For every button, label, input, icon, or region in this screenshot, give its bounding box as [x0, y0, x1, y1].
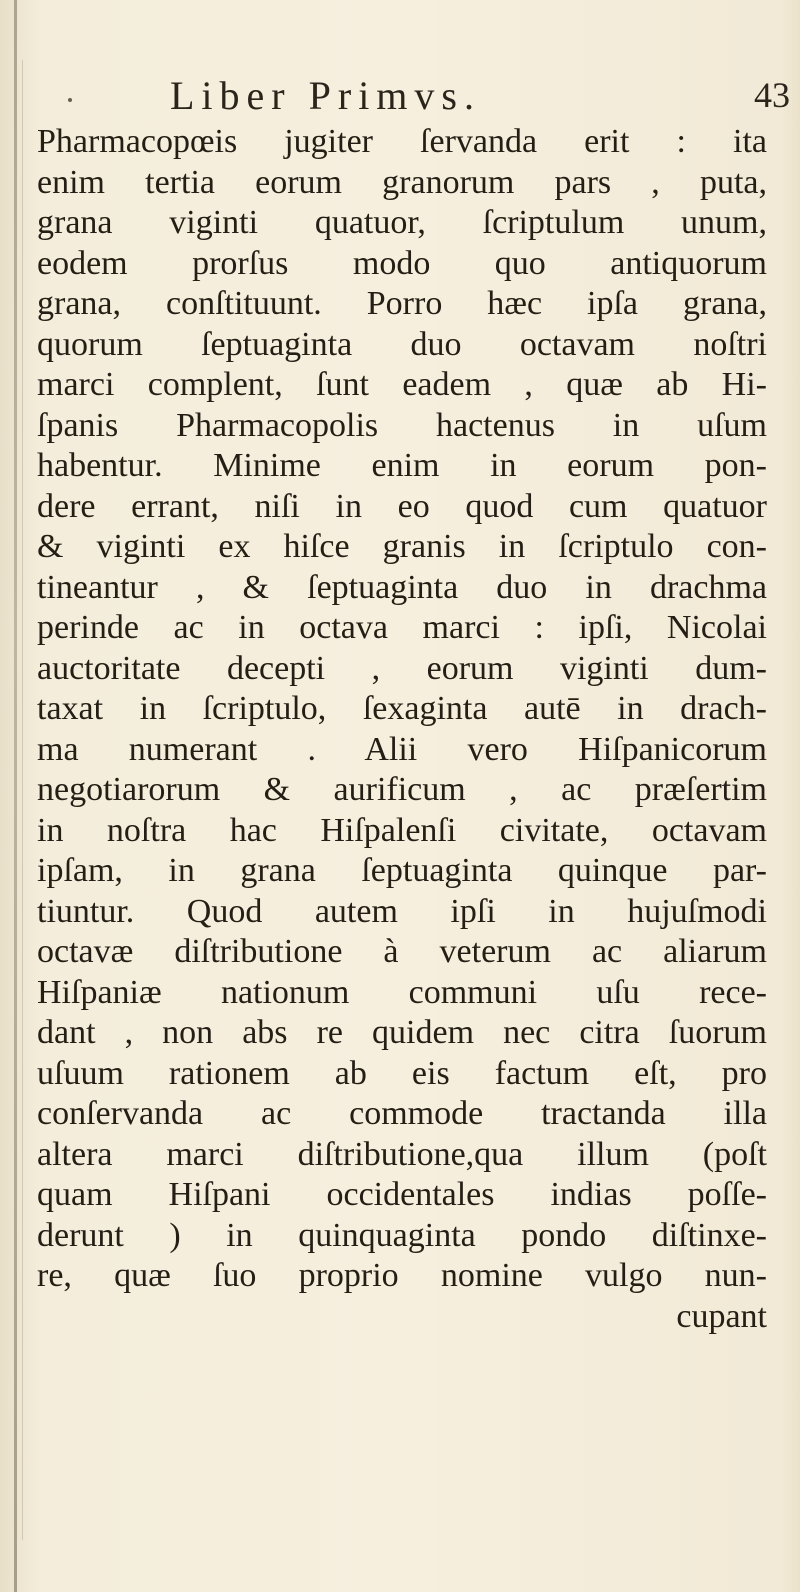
gutter-shadow [14, 0, 17, 1592]
text-line: grana viginti quatuor, ſcriptulum unum, [37, 204, 767, 241]
text-line: altera marci diſtributione,qua illum (poſt [37, 1135, 767, 1173]
running-head [60, 72, 790, 122]
text-line: ma numerant . Alii vero Hiſpanicorum [37, 730, 767, 768]
text-line: dant , non abs re quidem nec citra ſuorum [37, 1014, 767, 1051]
text-line: marci complent, ſunt eadem , quæ ab Hi- [37, 366, 767, 403]
text-line: Hiſpaniæ nationum communi uſu rece- [37, 973, 767, 1011]
text-line: ſpanis Pharmacopolis hactenus in uſum [37, 406, 767, 444]
text-line: dere errant, niſi in eo quod cum quatuor [37, 487, 767, 525]
catchword: cupant [676, 1297, 767, 1335]
text-line: perinde ac in octava marci : ipſi, Nicolai [37, 609, 767, 646]
text-line: tineantur , & ſeptuaginta duo in drachma [37, 568, 767, 606]
page-number: 43 [754, 75, 790, 115]
text-line: ipſam, in grana ſeptuaginta quinque par- [37, 852, 767, 889]
text-line: re, quæ ſuo proprio nomine vulgo nun- [37, 1257, 767, 1294]
text-line: octavæ diſtributione à veterum ac aliarum [37, 933, 767, 970]
text-line: eodem prorſus modo quo antiquorum [37, 244, 767, 282]
gutter-edge [22, 60, 23, 1540]
text-line: conſervanda ac commode tractanda illa [37, 1095, 767, 1132]
text-line: taxat in ſcriptulo, ſexaginta autē in drach- [37, 690, 767, 727]
text-line: in noſtra hac Hiſpalenſi civitate, octavam [37, 811, 767, 849]
text-line: tiuntur. Quod autem ipſi in hujuſmodi [37, 892, 767, 930]
running-head-title: Liber Primvs. [170, 73, 481, 118]
text-line: quam Hiſpani occidentales indias poſſe- [37, 1176, 767, 1213]
text-line: & viginti ex hiſce granis in ſcriptulo con- [37, 528, 767, 565]
body-text [37, 122, 767, 1337]
text-line: quorum ſeptuaginta duo octavam noſtri [37, 325, 767, 363]
text-line: habentur. Minime enim in eorum pon- [37, 447, 767, 484]
text-line: negotiarorum & aurificum , ac præſertim [37, 771, 767, 808]
text-line: derunt ) in quinquaginta pondo diſtinxe- [37, 1216, 767, 1254]
text-line: grana, conſtituunt. Porro hæc ipſa grana, [37, 285, 767, 322]
text-line: Pharmacopœis jugiter ſervanda erit : ita [37, 123, 767, 160]
text-line: auctoritate decepti , eorum viginti dum- [37, 649, 767, 687]
text-line: enim tertia eorum granorum pars , puta, [37, 163, 767, 201]
text-line: uſuum rationem ab eis factum eſt, pro [37, 1054, 767, 1092]
ornament-dot [68, 98, 72, 102]
